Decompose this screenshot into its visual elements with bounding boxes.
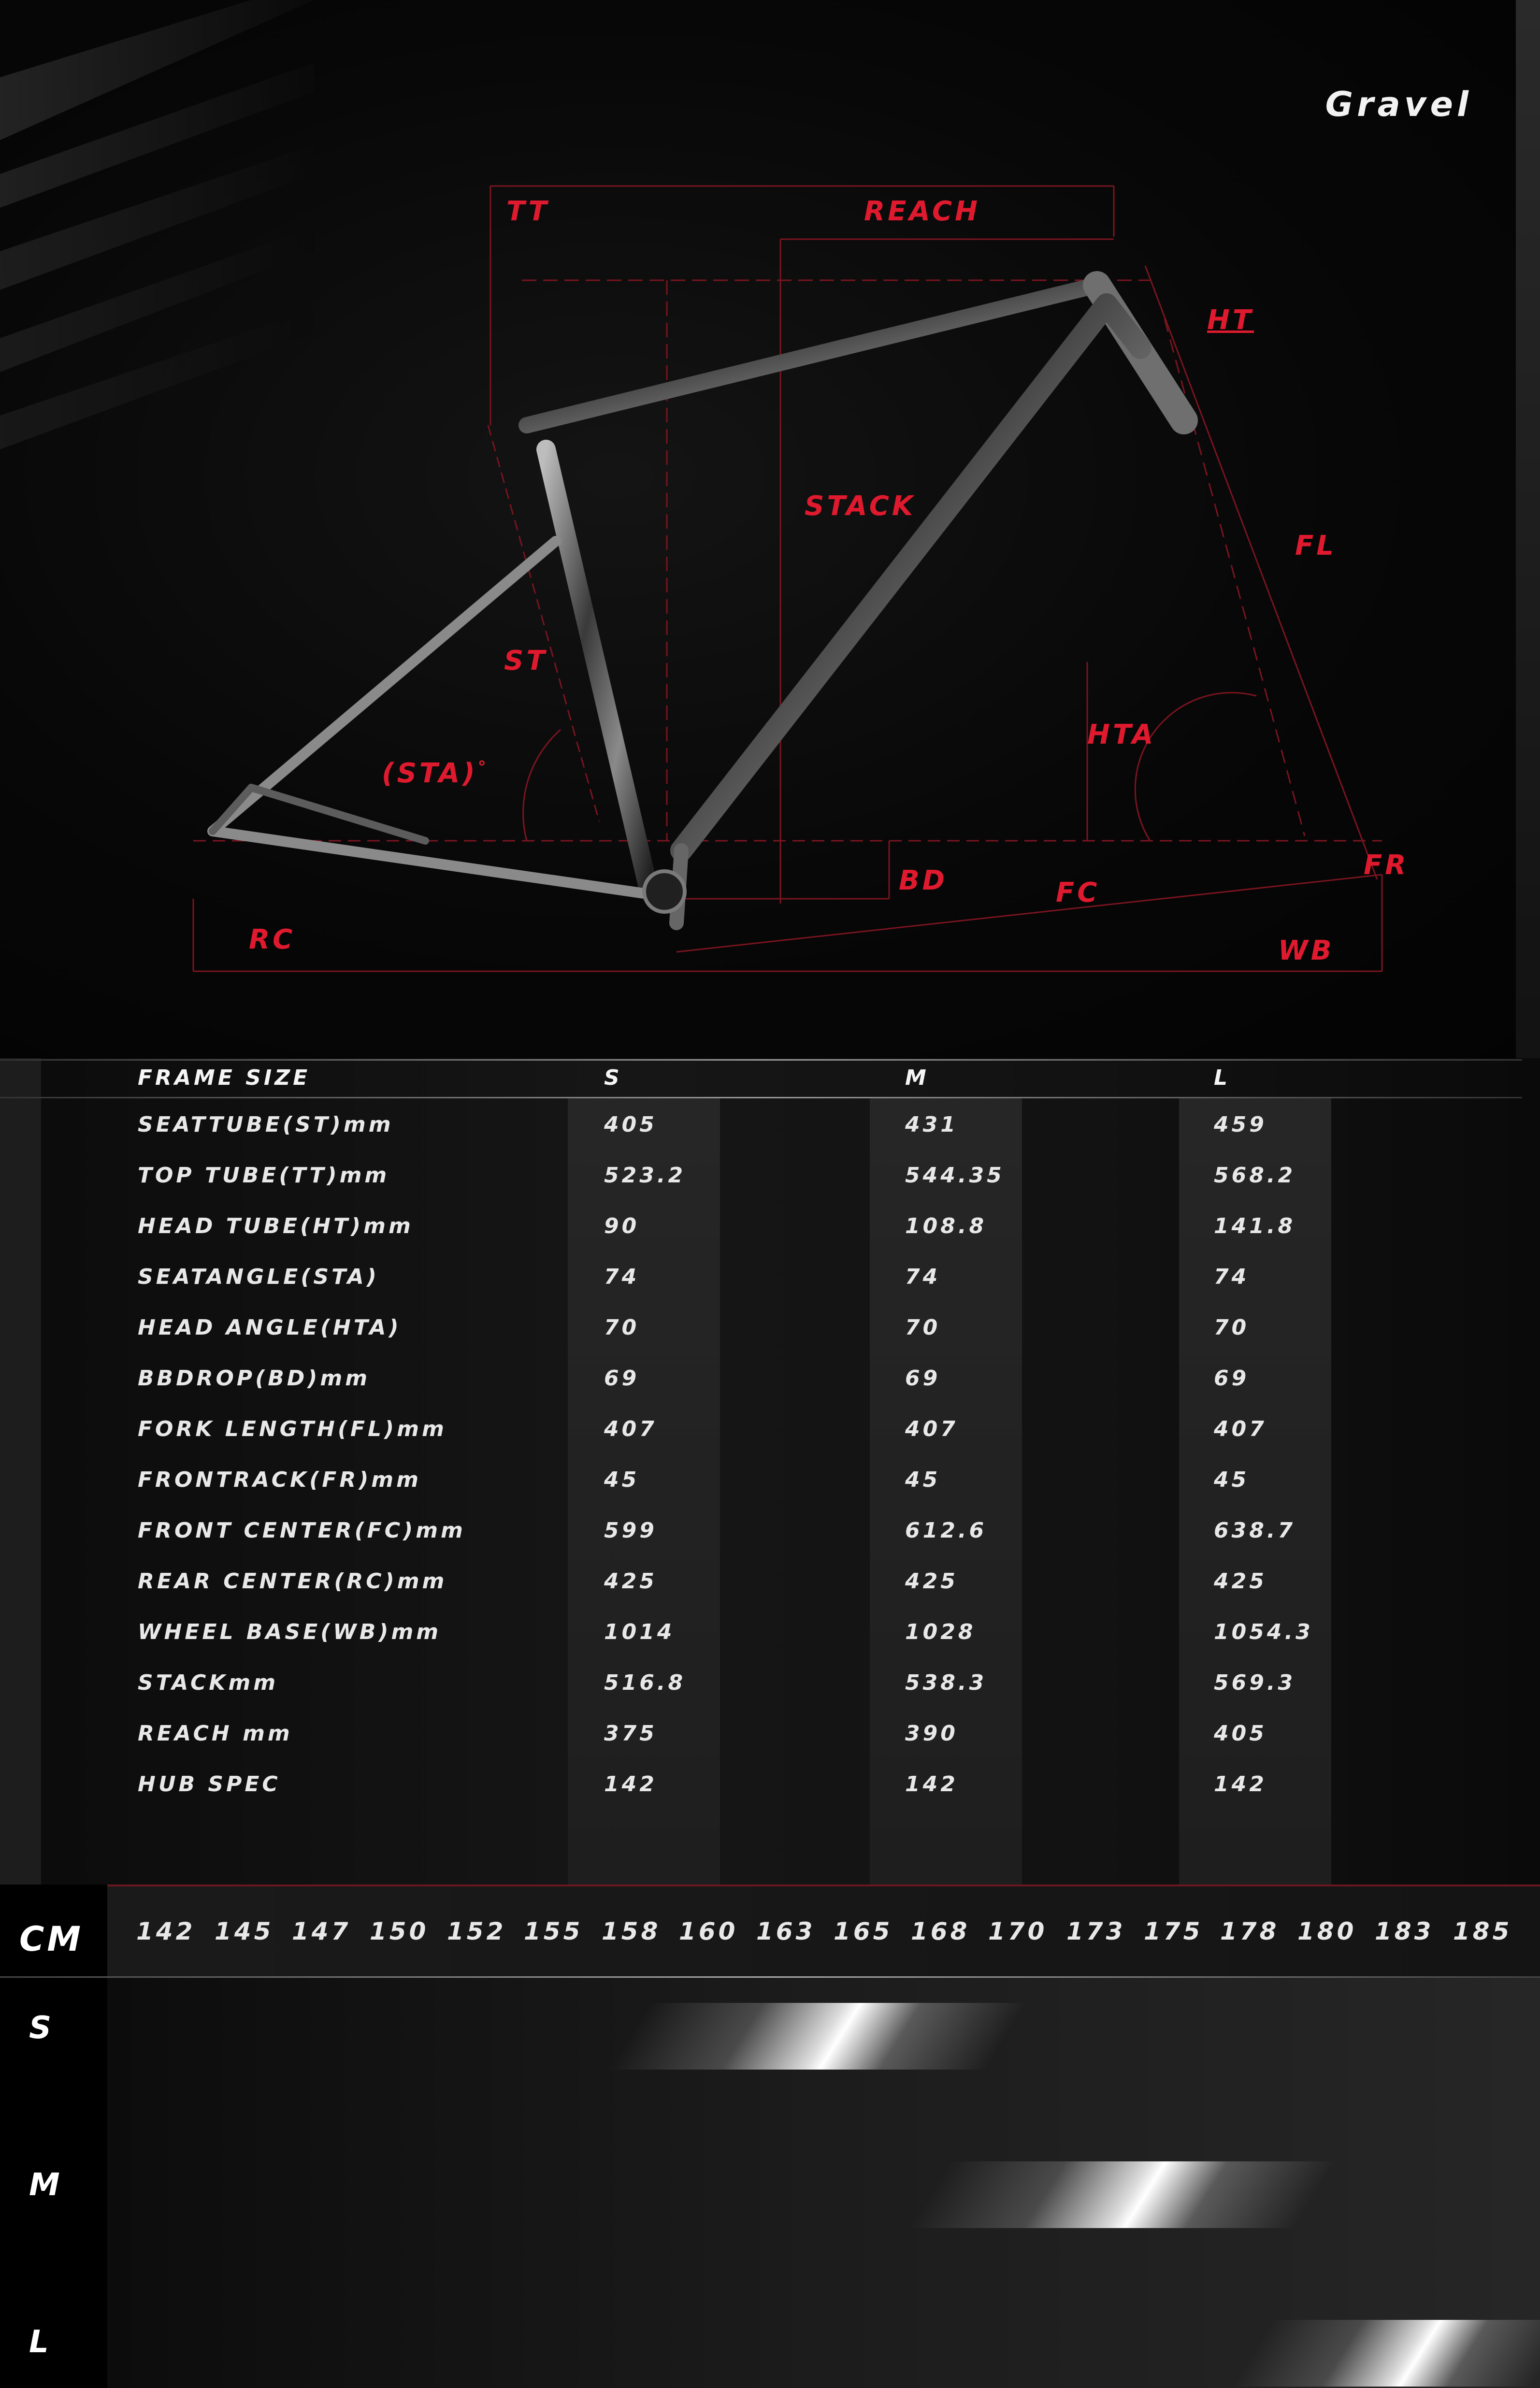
label-stack: STACK <box>805 490 916 522</box>
table-row <box>0 1454 1522 1505</box>
row-s: 45 <box>604 1467 640 1492</box>
height-value: 160 <box>679 1917 738 1945</box>
height-value: 168 <box>911 1917 970 1945</box>
table-row <box>0 1505 1522 1556</box>
row-name: HEAD TUBE(HT)mm <box>138 1214 414 1238</box>
row-l: 425 <box>1214 1569 1267 1594</box>
row-m: 538.3 <box>905 1670 987 1695</box>
row-s: 74 <box>604 1265 640 1289</box>
table-row <box>0 1657 1522 1708</box>
row-s: 142 <box>604 1772 657 1797</box>
frame-diagram-section <box>0 0 1540 1058</box>
row-name: REACH mm <box>138 1721 293 1746</box>
row-name: HUB SPEC <box>138 1772 281 1797</box>
row-m: 407 <box>905 1417 958 1441</box>
row-name: WHEEL BASE(WB)mm <box>138 1620 442 1644</box>
size-label-l: L <box>29 2324 52 2360</box>
row-l: 70 <box>1214 1315 1250 1340</box>
table-row <box>0 1302 1522 1353</box>
size-label-s: S <box>29 2010 55 2046</box>
label-tt: TT <box>506 196 550 227</box>
geometry-table <box>0 1058 1540 1885</box>
table-row <box>0 1252 1522 1302</box>
row-m: 142 <box>905 1772 958 1797</box>
unit-label: CM <box>19 1919 84 1959</box>
row-name: FRONTRACK(FR)mm <box>138 1467 421 1492</box>
row-l: 141.8 <box>1214 1214 1296 1238</box>
row-l: 74 <box>1214 1265 1250 1289</box>
label-fr: FR <box>1364 849 1409 881</box>
table-header-row <box>0 1052 1522 1103</box>
row-l: 568.2 <box>1214 1163 1296 1188</box>
row-m: 70 <box>905 1315 941 1340</box>
row-s: 523.2 <box>604 1163 686 1188</box>
size-chart-left-column <box>0 1885 107 2388</box>
row-m: 45 <box>905 1467 941 1492</box>
size-range-bar-m <box>908 2161 1336 2228</box>
table-row <box>0 1099 1522 1150</box>
table-row <box>0 1708 1522 1759</box>
height-value: 145 <box>215 1917 274 1945</box>
size-chart <box>0 1885 1540 2388</box>
row-s: 407 <box>604 1417 657 1441</box>
label-wb: WB <box>1278 935 1335 966</box>
row-s: 70 <box>604 1315 640 1340</box>
row-s: 90 <box>604 1214 640 1238</box>
label-st: ST <box>504 645 548 676</box>
row-name: HEAD ANGLE(HTA) <box>138 1315 402 1340</box>
row-m: 612.6 <box>905 1518 987 1543</box>
row-m: 390 <box>905 1721 958 1746</box>
size-range-bar-s <box>608 2003 1027 2070</box>
height-value: 170 <box>988 1917 1048 1945</box>
label-ht: HT <box>1207 304 1254 336</box>
row-l: 405 <box>1214 1721 1267 1746</box>
label-reach: REACH <box>864 196 980 227</box>
height-value: 173 <box>1066 1917 1126 1945</box>
label-fc: FC <box>1056 877 1100 908</box>
height-value: 178 <box>1220 1917 1280 1945</box>
row-l: 45 <box>1214 1467 1250 1492</box>
height-scale <box>107 1886 1540 1976</box>
row-name: REAR CENTER(RC)mm <box>138 1569 447 1594</box>
height-value: 183 <box>1375 1917 1434 1945</box>
size-range-bar-l <box>1232 2320 1540 2387</box>
row-m: 74 <box>905 1265 941 1289</box>
label-sta <box>382 758 489 789</box>
table-row <box>0 1556 1522 1607</box>
height-value: 158 <box>602 1917 661 1945</box>
row-name: SEATTUBE(ST)mm <box>138 1112 394 1137</box>
row-s: 516.8 <box>604 1670 686 1695</box>
row-l: 407 <box>1214 1417 1267 1441</box>
row-l: 569.3 <box>1214 1670 1296 1695</box>
row-name: FRONT CENTER(FC)mm <box>138 1518 466 1543</box>
height-value: 142 <box>136 1917 196 1945</box>
row-m: 69 <box>905 1366 941 1391</box>
row-s: 375 <box>604 1721 657 1746</box>
row-name: SEATANGLE(STA) <box>138 1265 379 1289</box>
bike-frame-drawing <box>0 0 1540 1058</box>
row-m: 425 <box>905 1569 958 1594</box>
height-value: 150 <box>370 1917 429 1945</box>
row-l: 1054.3 <box>1214 1620 1313 1644</box>
row-s: 599 <box>604 1518 657 1543</box>
height-value: 152 <box>447 1917 506 1945</box>
table-row <box>0 1404 1522 1454</box>
table-row <box>0 1607 1522 1657</box>
header-frame-size: FRAME SIZE <box>138 1065 311 1090</box>
size-range-area <box>107 1978 1540 2388</box>
height-value: 165 <box>834 1917 893 1945</box>
label-rc: RC <box>249 924 296 955</box>
table-row <box>0 1201 1522 1252</box>
table-row <box>0 1150 1522 1201</box>
row-name: BBDROP(BD)mm <box>138 1366 371 1391</box>
row-l: 638.7 <box>1214 1518 1296 1543</box>
row-m: 544.35 <box>905 1163 1005 1188</box>
height-value: 185 <box>1453 1917 1512 1945</box>
row-m: 108.8 <box>905 1214 987 1238</box>
table-row <box>0 1759 1522 1810</box>
row-s: 1014 <box>604 1620 675 1644</box>
row-l: 69 <box>1214 1366 1250 1391</box>
size-label-m: M <box>29 2167 63 2203</box>
height-value: 175 <box>1144 1917 1203 1945</box>
label-bd: BD <box>899 865 948 896</box>
height-value: 163 <box>756 1917 816 1945</box>
row-name: TOP TUBE(TT)mm <box>138 1163 390 1188</box>
header-l: L <box>1214 1065 1231 1090</box>
header-m: M <box>905 1065 929 1090</box>
header-s: S <box>604 1065 622 1090</box>
height-value: 147 <box>292 1917 351 1945</box>
row-s: 69 <box>604 1366 640 1391</box>
row-name: FORK LENGTH(FL)mm <box>138 1417 447 1441</box>
label-sta-text: (STA) <box>382 758 478 789</box>
page-title: Gravel <box>1325 85 1472 124</box>
height-value: 180 <box>1297 1917 1357 1945</box>
table-row <box>0 1353 1522 1404</box>
row-m: 1028 <box>905 1620 976 1644</box>
row-m: 431 <box>905 1112 958 1137</box>
label-hta: HTA <box>1087 719 1156 750</box>
row-l: 142 <box>1214 1772 1267 1797</box>
label-fl: FL <box>1295 530 1337 561</box>
degree-sign: ° <box>477 758 489 777</box>
height-value: 155 <box>524 1917 583 1945</box>
row-s: 405 <box>604 1112 657 1137</box>
row-name: STACKmm <box>138 1670 279 1695</box>
row-s: 425 <box>604 1569 657 1594</box>
row-l: 459 <box>1214 1112 1267 1137</box>
